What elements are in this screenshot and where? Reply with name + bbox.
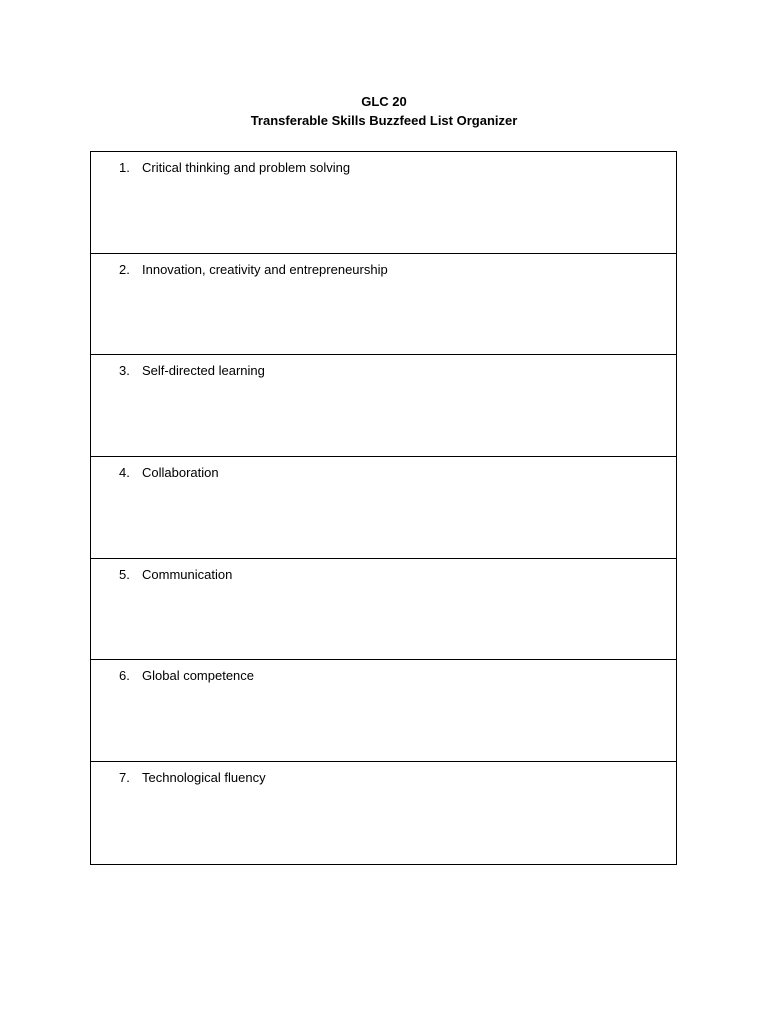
skill-label: Collaboration [142,465,219,481]
skill-row[interactable] [91,559,676,661]
skill-number: 1. [119,160,130,175]
skill-row[interactable] [91,152,676,254]
document-header [0,92,768,130]
skill-row[interactable] [91,457,676,559]
skill-number: 2. [119,261,130,277]
document-title: Transferable Skills Buzzfeed List Organizer [250,113,518,128]
skill-row[interactable] [91,254,676,356]
skill-number: 7. [119,770,130,786]
skill-label: Critical thinking and problem solving [142,160,351,175]
skill-label: Self-directed learning [142,363,265,379]
skill-label: Innovation, creativity and entrepreneurship [142,261,388,277]
skill-number: 6. [119,668,130,684]
skill-label: Technological fluency [142,770,266,786]
skill-label: Communication [142,566,233,582]
course-code: GLC 20 [361,94,407,109]
skill-label: Global competence [142,668,255,684]
skill-number: 4. [119,465,130,481]
skill-number: 5. [119,566,130,582]
skill-number: 3. [119,363,130,379]
skill-row[interactable] [91,762,676,864]
skills-organizer-table [90,151,677,865]
skill-row[interactable] [91,660,676,762]
skill-row[interactable] [91,355,676,457]
